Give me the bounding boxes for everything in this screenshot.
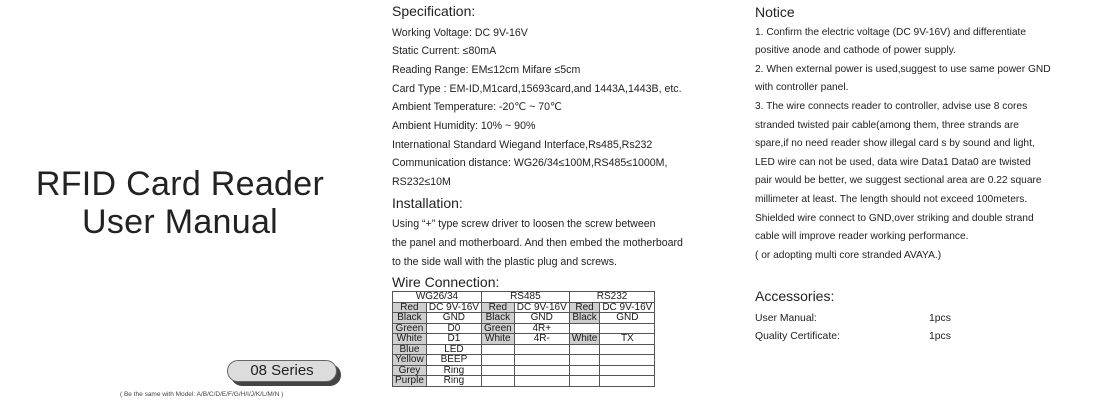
- wire-function-cell: GND: [514, 313, 569, 324]
- wire-color-cell: [569, 344, 600, 355]
- series-note: ( Be the same with Model: A/B/C/D/E/F/G/H/I/J/K/L/M/N ): [120, 391, 284, 398]
- wire-function-cell: BEEP: [426, 355, 481, 366]
- wire-color-cell: Red: [481, 302, 514, 313]
- accessory-name: Quality Certificate:: [755, 331, 840, 342]
- spec-line: Ambient Humidity: 10% ~ 90%: [392, 120, 536, 132]
- wire-function-cell: [600, 376, 655, 387]
- notice-line: millimeter at least. The length should not exceed 100meters.: [755, 194, 1028, 205]
- table-row: [393, 323, 655, 334]
- notice-line: cable will improve reader working performance.: [755, 231, 969, 242]
- wire-function-cell: GND: [426, 313, 481, 324]
- notice-line: 2. When external power is used,suggest to use same power GND: [755, 64, 1051, 75]
- wire-function-cell: [514, 344, 569, 355]
- specification-heading: Specification:: [392, 3, 476, 19]
- notice-line: positive anode and cathode of power supply.: [755, 45, 956, 56]
- accessory-qty: 1pcs: [929, 331, 951, 342]
- installation-line: Using “+” type screw driver to loosen the screw between: [392, 218, 656, 230]
- spec-line: International Standard Wiegand Interface,Rs485,Rs232: [392, 139, 653, 151]
- accessory-name: User Manual:: [755, 313, 817, 324]
- wire-function-cell: Ring: [426, 376, 481, 387]
- wire-function-cell: 4R-: [514, 334, 569, 345]
- wire-color-cell: [569, 365, 600, 376]
- notice-line: pair would be better, we suggest sectional area are 0.22 square: [755, 175, 1042, 186]
- notice-line: stranded twisted pair cable(among them, three strands are: [755, 120, 1019, 131]
- notice-line: spare,if no need reader show illegal card s by sound and light,: [755, 138, 1035, 149]
- wire-color-cell: Grey: [393, 365, 427, 376]
- wire-color-cell: [569, 376, 600, 387]
- wire-function-cell: GND: [600, 313, 655, 324]
- notice-line: 1. Confirm the electric voltage (DC 9V-16V) and differentiate: [755, 27, 1027, 38]
- wire-group-name: RS485: [481, 292, 569, 303]
- wire-table-header: [393, 292, 655, 303]
- manual-title-line1: RFID Card Reader: [35, 165, 325, 203]
- wire-function-cell: [514, 365, 569, 376]
- wire-function-cell: D1: [426, 334, 481, 345]
- wire-color-cell: Black: [569, 313, 600, 324]
- wire-function-cell: [514, 376, 569, 387]
- wire-function-cell: [600, 365, 655, 376]
- wire-function-cell: DC 9V-16V: [600, 302, 655, 313]
- wire-function-cell: TX: [600, 334, 655, 345]
- spec-line: Card Type : EM-ID,M1card,15693card,and 1443A,1443B, etc.: [392, 83, 682, 95]
- wire-color-cell: [481, 344, 514, 355]
- manual-title-line2: User Manual: [81, 203, 279, 241]
- installation-line: to the side wall with the plastic plug and screws.: [392, 256, 617, 268]
- wire-function-cell: 4R+: [514, 323, 569, 334]
- wire-color-cell: [481, 365, 514, 376]
- installation-line: the panel and motherboard. And then embed the motherboard: [392, 237, 683, 249]
- notice-heading: Notice: [755, 4, 795, 20]
- wire-function-cell: DC 9V-16V: [426, 302, 481, 313]
- notice-line: with controller panel.: [755, 82, 849, 93]
- wire-color-cell: Black: [481, 313, 514, 324]
- wire-function-cell: [514, 355, 569, 366]
- wire-function-cell: D0: [426, 323, 481, 334]
- wire-color-cell: White: [393, 334, 427, 345]
- table-row: [393, 313, 655, 324]
- installation-heading: Installation:: [392, 195, 463, 211]
- table-row: [393, 355, 655, 366]
- table-row: [393, 334, 655, 345]
- wire-function-cell: [600, 344, 655, 355]
- wire-color-cell: Yellow: [393, 355, 427, 366]
- wire-color-cell: Black: [393, 313, 427, 324]
- spec-line: Communication distance: WG26/34≤100M,RS485≤1000M,: [392, 157, 668, 169]
- wire-function-cell: [600, 355, 655, 366]
- wire-group-name: RS232: [569, 292, 655, 303]
- notice-line: ( or adopting multi core stranded AVAYA.): [755, 250, 942, 261]
- notice-line: Shielded wire connect to GND,over striking and double strand: [755, 213, 1034, 224]
- wire-color-cell: Purple: [393, 376, 427, 387]
- spec-line: Static Current: ≤80mA: [392, 45, 497, 57]
- table-row: [393, 302, 655, 313]
- wire-group-name: WG26/34: [393, 292, 482, 303]
- spec-line: RS232≤10M: [392, 176, 451, 188]
- wire-color-cell: White: [481, 334, 514, 345]
- notice-line: 3. The wire connects reader to controller, advise use 8 cores: [755, 101, 1028, 112]
- wire-color-cell: Red: [393, 302, 427, 313]
- wire-function-cell: DC 9V-16V: [514, 302, 569, 313]
- wire-function-cell: LED: [426, 344, 481, 355]
- wire-color-cell: [569, 323, 600, 334]
- accessory-qty: 1pcs: [929, 313, 951, 324]
- table-row: [393, 376, 655, 387]
- wire-color-cell: Blue: [393, 344, 427, 355]
- wire-color-cell: [481, 355, 514, 366]
- notice-line: LED wire can not be used, data wire Data1 Data0 are twisted: [755, 157, 1031, 168]
- table-row: [393, 365, 655, 376]
- accessory-item: [755, 331, 951, 342]
- series-label: 08 Series: [227, 360, 337, 382]
- spec-line: Working Voltage: DC 9V-16V: [392, 27, 528, 39]
- wire-connection-table: [392, 291, 655, 387]
- spec-line: Ambient Temperature: -20℃ ~ 70℃: [392, 101, 562, 113]
- wire-color-cell: White: [569, 334, 600, 345]
- wire-color-cell: Green: [393, 323, 427, 334]
- wire-function-cell: Ring: [426, 365, 481, 376]
- wire-color-cell: [481, 376, 514, 387]
- accessory-item: [755, 313, 951, 324]
- wire-color-cell: [569, 355, 600, 366]
- accessories-heading: Accessories:: [755, 288, 835, 304]
- series-badge: [227, 360, 337, 382]
- wire-function-cell: [600, 323, 655, 334]
- table-row: [393, 344, 655, 355]
- wire-color-cell: Red: [569, 302, 600, 313]
- spec-line: Reading Range: EM≤12cm Mifare ≤5cm: [392, 64, 581, 76]
- wire-color-cell: Green: [481, 323, 514, 334]
- cover-panel: [0, 0, 360, 403]
- wire-connection-heading: Wire Connection:: [392, 274, 500, 290]
